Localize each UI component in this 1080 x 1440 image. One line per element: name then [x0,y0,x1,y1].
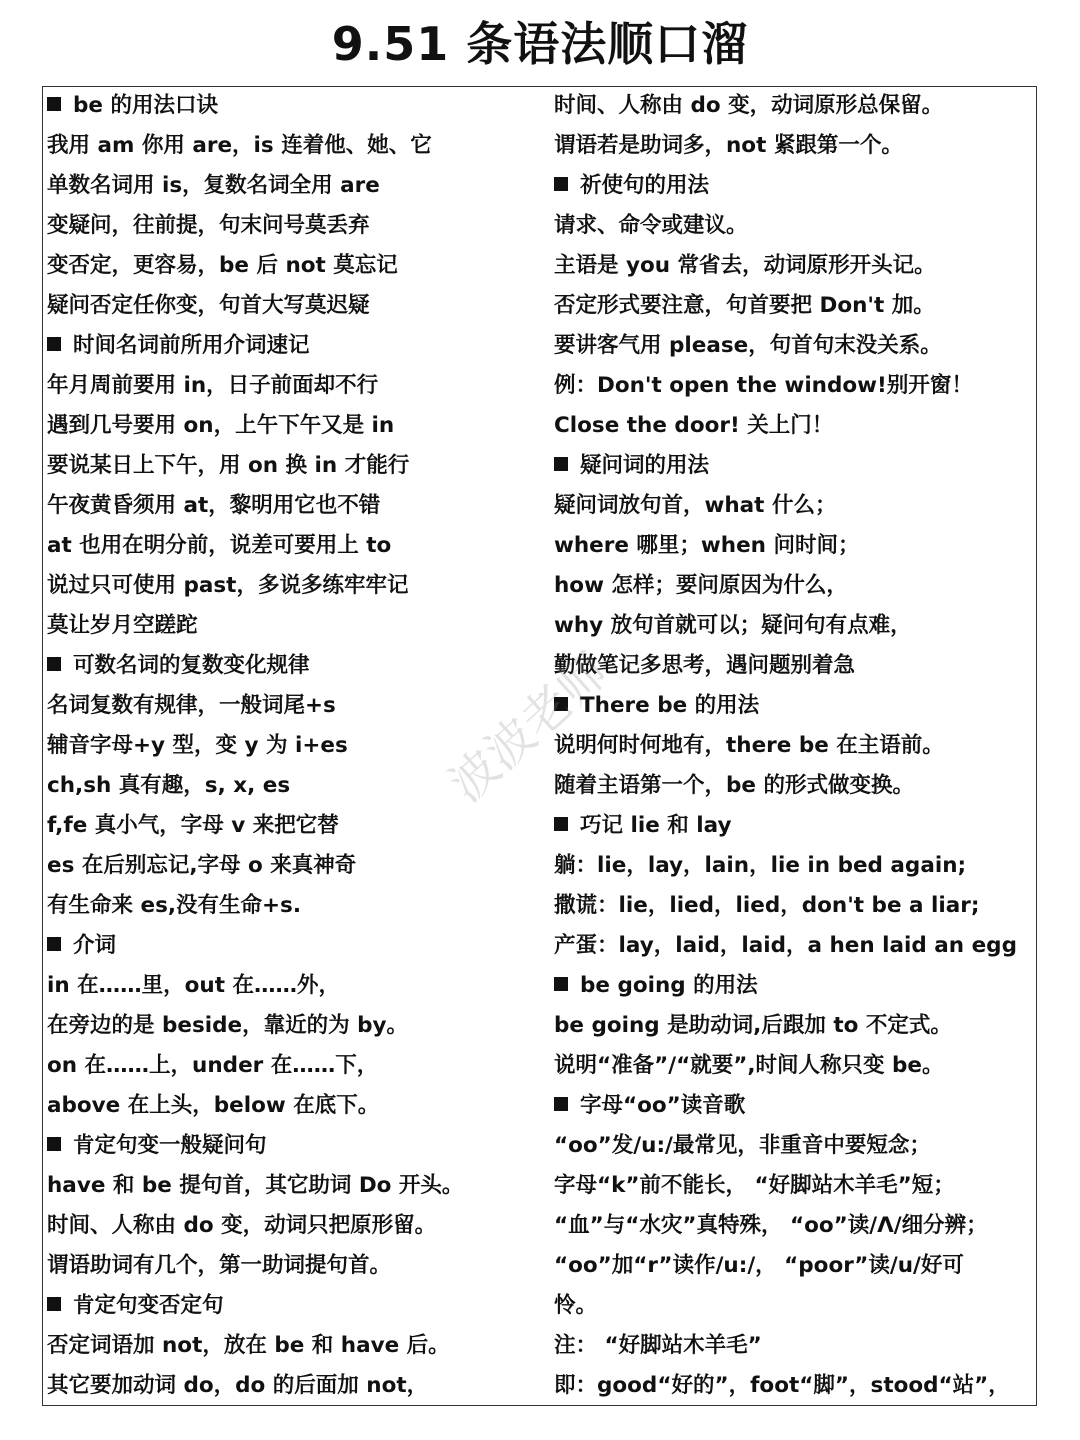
section-heading-text: 可数名词的复数变化规律 [73,653,310,678]
text-line [554,207,1038,247]
text-line [47,207,547,247]
line-text: 时间、人称由 do 变，动词只把原形留。 [47,1213,437,1238]
line-text: “oo”发/u:/最常见，非重音中要短念； [554,1133,931,1158]
line-text: 其它要加动词 do，do 的后面加 not， [47,1373,429,1398]
section-heading-text: 介词 [73,933,117,958]
line-text: above 在上头，below 在底下。 [47,1093,380,1118]
text-line [47,1047,547,1087]
section-heading [554,447,1038,487]
square-bullet-icon [554,977,568,991]
section-heading-text: 时间名词前所用介词速记 [73,333,310,358]
line-text: 单数名词用 is，复数名词全用 are [47,173,380,198]
section-heading-text: be going 的用法 [580,973,758,998]
line-text: 注： “好脚站木羊毛” [554,1333,762,1358]
text-line [554,487,1038,527]
line-text: 有生命来 es,没有生命+s. [47,893,302,918]
section-heading [47,927,547,967]
section-heading-text: 肯定句变一般疑问句 [73,1133,267,1158]
text-line [47,607,547,647]
section-heading [47,327,547,367]
section-heading [554,687,1038,727]
text-line [554,1327,1038,1367]
square-bullet-icon [47,937,61,951]
text-line [554,367,1038,407]
text-line [554,1167,1038,1207]
text-line [47,367,547,407]
text-line [47,807,547,847]
line-text: 产蛋：lay，laid，laid，a hen laid an egg [554,933,1017,958]
text-line [554,127,1038,167]
line-text: 请求、命令或建议。 [554,213,748,238]
text-line [554,1207,1038,1247]
text-line [47,1007,547,1047]
line-text: on 在……上，under 在……下， [47,1053,379,1078]
text-line [47,1247,547,1287]
text-line [47,687,547,727]
text-line [47,447,547,487]
text-line [47,1367,547,1407]
line-text: 说明“准备”/“就要”,时间人称只变 be。 [554,1053,944,1078]
section-heading [47,647,547,687]
square-bullet-icon [47,1137,61,1151]
line-text: ch,sh 真有趣，s, x, es [47,773,291,798]
text-line [554,847,1038,887]
line-text: at 也用在明分前，说差可要用上 to [47,533,392,558]
text-line [554,527,1038,567]
text-line [554,647,1038,687]
line-text: 在旁边的是 beside，靠近的为 by。 [47,1013,408,1038]
line-text: 字母“k”前不能长， “好脚站木羊毛”短； [554,1173,955,1198]
square-bullet-icon [554,817,568,831]
line-text: es 在后别忘记,字母 o 来真神奇 [47,853,357,878]
section-heading-text: There be 的用法 [580,693,760,718]
text-line [47,567,547,607]
right-column [554,87,1038,1407]
line-text: 名词复数有规律，一般词尾+s [47,693,336,718]
line-text: 要讲客气用 please，句首句末没关系。 [554,333,942,358]
line-text: how 怎样；要问原因为什么， [554,573,848,598]
square-bullet-icon [554,177,568,191]
line-text: why 放句首就可以；疑问句有点难， [554,613,912,638]
line-text: 谓语助词有几个，第一助词提句首。 [47,1253,392,1278]
text-line [554,1047,1038,1087]
line-text: 撒谎：lie，lied，lied，don't be a liar; [554,893,980,918]
line-text: 午夜黄昏须用 at，黎明用它也不错 [47,493,381,518]
text-line [47,1207,547,1247]
watermark: 波波老师 [438,642,620,813]
text-line [554,87,1038,127]
square-bullet-icon [554,457,568,471]
square-bullet-icon [47,1297,61,1311]
section-heading-text: 肯定句变否定句 [73,1293,224,1318]
square-bullet-icon [47,97,61,111]
line-text: in 在……里，out 在……外， [47,973,341,998]
text-line [47,1167,547,1207]
text-line [47,167,547,207]
text-line [47,527,547,567]
line-text: 随着主语第一个，be 的形式做变换。 [554,773,914,798]
text-line [554,1007,1038,1047]
text-line [47,407,547,447]
section-heading [554,1087,1038,1127]
text-line [47,247,547,287]
section-heading-text: 疑问词的用法 [580,453,710,478]
text-line [554,927,1038,967]
text-line [554,567,1038,607]
text-line [47,287,547,327]
line-text: be going 是助动词,后跟加 to 不定式。 [554,1013,952,1038]
line-text: where 哪里；when 问时间； [554,533,860,558]
square-bullet-icon [47,337,61,351]
line-text: 说过只可使用 past，多说多练牢牢记 [47,573,409,598]
section-heading-text: be 的用法口诀 [73,93,218,118]
text-line [47,487,547,527]
section-heading [554,167,1038,207]
text-line [554,767,1038,807]
line-text: 辅音字母+y 型，变 y 为 i+es [47,733,348,758]
line-text: 否定词语加 not，放在 be 和 have 后。 [47,1333,450,1358]
text-line [554,287,1038,327]
section-heading-text: 字母“oo”读音歌 [580,1093,746,1118]
text-line [47,127,547,167]
text-line [554,1127,1038,1167]
section-heading-text: 祈使句的用法 [580,173,710,198]
line-text: 莫让岁月空蹉跎 [47,613,198,638]
text-line [554,1247,1038,1287]
line-text: “oo”加“r”读作/u:/， “poor”读/u/好可 [554,1253,964,1278]
text-line [554,327,1038,367]
line-text: 谓语若是助词多，not 紧跟第一个。 [554,133,903,158]
text-line [47,967,547,1007]
text-line [47,887,547,927]
line-text: 时间、人称由 do 变，动词原形总保留。 [554,93,944,118]
line-text: 遇到几号要用 on，上午下午又是 in [47,413,395,438]
line-text: 变疑问，往前提，句末问号莫丢弃 [47,213,370,238]
line-text: have 和 be 提句首，其它助词 Do 开头。 [47,1173,464,1198]
line-text: Close the door! 关上门！ [554,413,834,438]
text-line [554,607,1038,647]
text-line [554,887,1038,927]
section-heading [47,1127,547,1167]
line-text: 疑问词放句首，what 什么； [554,493,837,518]
section-heading [554,807,1038,847]
line-text: f,fe 真小气，字母 v 来把它替 [47,813,339,838]
line-text: 年月周前要用 in，日子前面却不行 [47,373,379,398]
text-line [554,727,1038,767]
line-text: 疑问否定任你变，句首大写莫迟疑 [47,293,370,318]
square-bullet-icon [47,657,61,671]
line-text: 例：Don't open the window!别开窗！ [554,373,973,398]
line-text: 主语是 you 常省去，动词原形开头记。 [554,253,936,278]
section-heading [554,967,1038,1007]
section-heading-text: 巧记 lie 和 lay [580,813,732,838]
line-text: 我用 am 你用 are，is 连着他、她、它 [47,133,432,158]
text-line [47,1327,547,1367]
page-title: 9.51 条语法顺口溜 [331,17,749,71]
line-text: 躺：lie，lay，lain，lie in bed again; [554,853,967,878]
text-line [554,1287,1038,1327]
text-line [554,247,1038,287]
line-text: 说明何时何地有，there be 在主语前。 [554,733,944,758]
line-text: 变否定，更容易，be 后 not 莫忘记 [47,253,398,278]
line-text: 勤做笔记多思考，遇问题别着急 [554,653,856,678]
line-text: “血”与“水灾”真特殊， “oo”读/Λ/细分辨； [554,1213,988,1238]
section-heading [47,1287,547,1327]
text-line [47,1087,547,1127]
section-heading [47,87,547,127]
line-text: 否定形式要注意，句首要把 Don't 加。 [554,293,935,318]
square-bullet-icon [554,1097,568,1111]
line-text: 怜。 [554,1293,598,1318]
text-line [554,1367,1038,1407]
line-text: 即：good“好的”，foot“脚”，stood“站”， [554,1373,1010,1398]
line-text: 要说某日上下午，用 on 换 in 才能行 [47,453,410,478]
text-line [554,407,1038,447]
text-line [47,847,547,887]
